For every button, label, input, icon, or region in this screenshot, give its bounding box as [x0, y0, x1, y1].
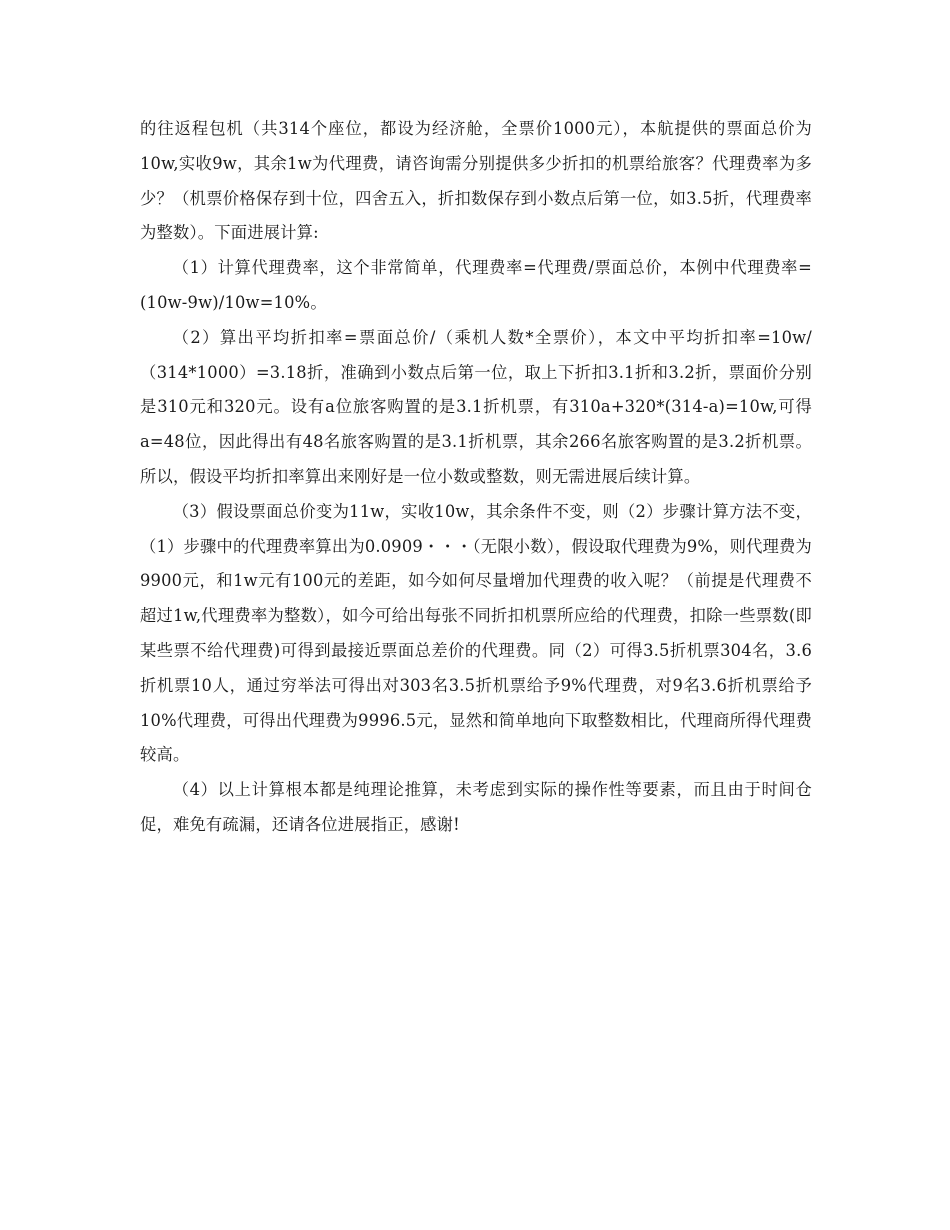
paragraph-step-2: （2）算出平均折扣率=票面总价/（乘机人数*全票价），本文中平均折扣率=10w/（314*1000）=3.18折，准确到小数点后第一位，取上下折扣3.1折和3.2折，票面价分别是310元和320元。设有a位旅客购置的是3.1折机票，有310a+320*(314-a)=10w,可得a=48位，因此得出有48名旅客购置的是3.1折机票，其余266名旅客购置的是3.2折机票。所以，假设平均折扣率算出来刚好是一位小数或整数，则无需进展后续计算。: [140, 327, 812, 486]
paragraph-intro: 的往返程包机（共314个座位，都设为经济舱，全票价1000元），本航提供的票面总价为10w,实收9w，其余1w为代理费，请咨询需分别提供多少折扣的机票给旅客？代理费率为多少？（机票价格保存到十位，四舍五入，折扣数保存到小数点后第一位，如3.5折，代理费率为整数）。下面进展计算:: [140, 119, 812, 243]
document-page: [140, 112, 812, 843]
paragraph-step-4: （4）以上计算根本都是纯理论推算，未考虑到实际的操作性等要素，而且由于时间仓促，难免有疏漏，还请各位进展指正，感谢!: [140, 780, 812, 834]
paragraph-step-3: （3）假设票面总价变为11w，实收10w，其余条件不变，则（2）步骤计算方法不变，（1）步骤中的代理费率算出为0.0909・・・（无限小数），假设取代理费为9%，则代理费为9900元，和1w元有100元的差距，如今如何尽量增加代理费的收入呢？（前提是代理费不超过1w,代理费率为整数），如今可给出每张不同折扣机票所应给的代理费，扣除一些票数(即某些票不给代理费)可得到最接近票面总差价的代理费。同（2）可得3.5折机票304名，3.6折机票10人，通过穷举法可得出对303名3.5折机票给予9%代理费，对9名3.6折机票给予10%代理费，可得出代理费为9996.5元，显然和简单地向下取整数相比，代理商所得代理费较高。: [140, 501, 812, 765]
paragraph-step-1: （1）计算代理费率，这个非常简单，代理费率=代理费/票面总价，本例中代理费率=(10w-9w)/10w=10%。: [140, 258, 812, 312]
